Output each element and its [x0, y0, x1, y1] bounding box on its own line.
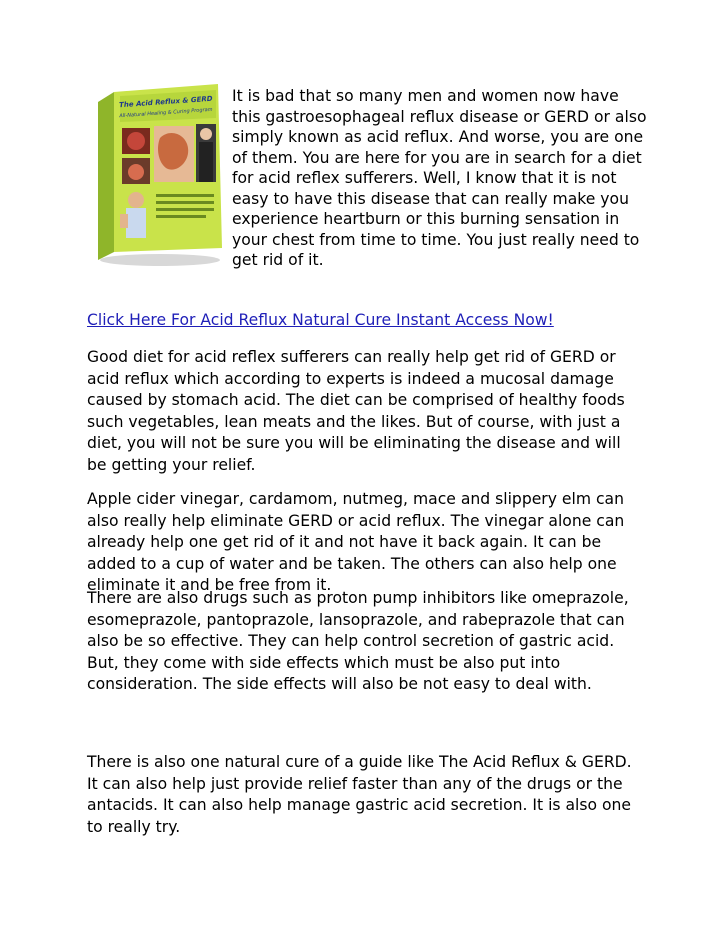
- ebook-cover-image: [90, 82, 226, 268]
- body-paragraph-vinegar: Apple cider vinegar, cardamom, nutmeg, mace and slippery elm can also really help eliminate GERD or acid reflux. The vinegar alone can already help one get rid of it and not have it back again. It can be added to a cup of water and be taken. The others can also help one eliminate it and be free from it.: [87, 490, 625, 594]
- book-subtitle: All-Natural Healing & Curing Program: [119, 106, 213, 120]
- acid-reflux-cure-link[interactable]: Click Here For Acid Reflux Natural Cure Instant Access Now!: [87, 311, 554, 329]
- intro-paragraph: It is bad that so many men and women now have this gastroesophageal reflux disease or GERD or also simply known as acid reflux. And worse, you are one of them. You are here for you are in search for a diet for acid reflex sufferers. Well, I know that it is not easy to have this disease that can really make you experience heartburn or this burning sensation in your chest from time to time. You just really need to get rid of it.: [232, 87, 647, 269]
- body-paragraph-diet: Good diet for acid reflex sufferers can really help get rid of GERD or acid reflux which according to experts is indeed a mucosal damage caused by stomach acid. The diet can be comprised of healthy foods such vegetables, lean meats and the likes. But of course, with just a diet, you will not be sure you will be eliminating the disease and will be getting your relief.: [87, 348, 625, 474]
- body-paragraph-drugs: There are also drugs such as proton pump inhibitors like omeprazole, esomeprazole, pantoprazole, lansoprazole, and rabeprazole that can also be so effective. They can help control secretion of gastric acid. But, they come with side effects which must be also put into consideration. The side effects will also be not easy to deal with.: [87, 589, 629, 693]
- book-title: The Acid Reflux & GERD: [118, 94, 213, 110]
- intro-text-block: [232, 86, 652, 271]
- body-paragraph-natural-cure: There is also one natural cure of a guide like The Acid Reflux & GERD. It can also help just provide relief faster than any of the drugs or the antacids. It can also help manage gastric acid secretion. It is also one to really try.: [87, 753, 632, 836]
